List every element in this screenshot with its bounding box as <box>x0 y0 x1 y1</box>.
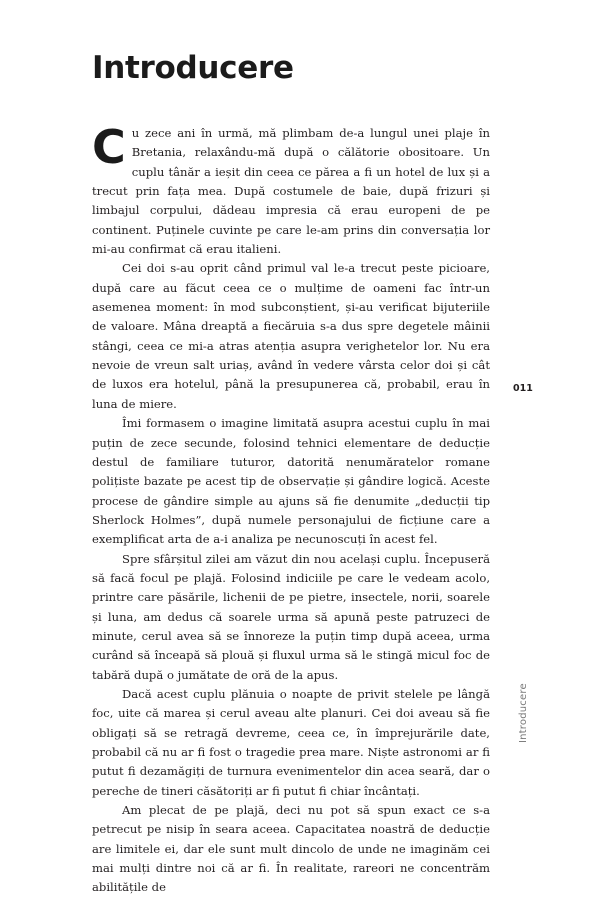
paragraph-1-text: u zece ani în urmă, mă plimbam de-a lungul unei plaje în Bretania, relaxându-mă după o călătorie obositoare. Un cuplu tânăr a ieșit din ceea ce părea a fi un hotel de lux și a trecut prin fața mea. După costumele de baie, după frizuri și limbajul corpului, dădeau impresia că erau europeni de pe continent. Puținele cuvinte pe care le-am prins din conversația lor mi-au confirmat că erau italieni. <box>92 126 490 257</box>
body-text <box>92 120 490 898</box>
chapter-title: Introducere <box>92 50 294 86</box>
paragraph-3: Îmi formasem o imagine limitată asupra acestui cuplu în mai puțin de zece secunde, folosind tehnici elementare de deducție destul de familiare tuturor, datorită nenumăratelor romane polițiste bazate pe acest tip de observație și gândire logică. Aceste procese de gândire simple au ajuns să fie denumite „deducții tip Sherlock Holmes”, după numele personajului de ficțiune care a exemplificat arta de a-i analiza pe necunoscuți în acest fel. <box>92 416 490 547</box>
running-head: Introducere <box>518 683 529 743</box>
drop-cap: C <box>92 120 126 174</box>
paragraph-4: Spre sfârșitul zilei am văzut din nou același cuplu. Începuseră să facă focul pe plajă. Folosind indiciile pe care le vedeam acolo, printre care păsările, lichenii de pe pietre, insectele, norii, soarele și luna, am dedus că soarele urma să apună peste patruzeci de minute, cerul avea să se înnoreze la puțin timp după aceea, urma curând să înceapă să plouă și fluxul urma să le stingă micul foc de tabără după o jumătate de oră de la apus. <box>92 551 490 682</box>
page-number: 011 <box>513 383 533 394</box>
paragraph-6: Am plecat de pe plajă, deci nu pot să spun exact ce s-a petrecut pe nisip în seara aceea. Capacitatea noastră de deducție are limitele ei, dar ele sunt mult dincolo de unde ne imaginăm cei mai mulți dintre noi că ar fi. În realitate, rareori ne concentrăm abilitățile de <box>92 803 490 895</box>
paragraph-1 <box>92 120 490 259</box>
paragraph-2: Cei doi s-au oprit când primul val le-a trecut peste picioare, după care au făcut ceea ce o mulțime de oameni fac într-un asemenea moment: în mod subconștient, și-au verificat bijuteriile de valoare. Mâna dreaptă a fiecăruia s-a dus spre degetele mâinii stângi, ceea ce mi-a atras atenția asupra verighetelor lor. Nu era nevoie de vreun salt uriaș, având în vedere vârsta celor doi și cât de luxos era hotelul, până la presupunerea că, probabil, erau în luna de miere. <box>92 261 490 411</box>
paragraph-5: Dacă acest cuplu plănuia o noapte de privit stelele pe lângă foc, uite că marea și cerul aveau alte planuri. Cei doi aveau să fie obligați să se retragă devreme, ceea ce, în împrejurările date, probabil că nu ar fi fost o tragedie prea mare. Niște astronomi ar fi putut fi dezamăgiți de turnura evenimentelor din acea seară, dar o pereche de tineri căsătoriți ar fi putut fi chiar încântați. <box>92 686 490 798</box>
